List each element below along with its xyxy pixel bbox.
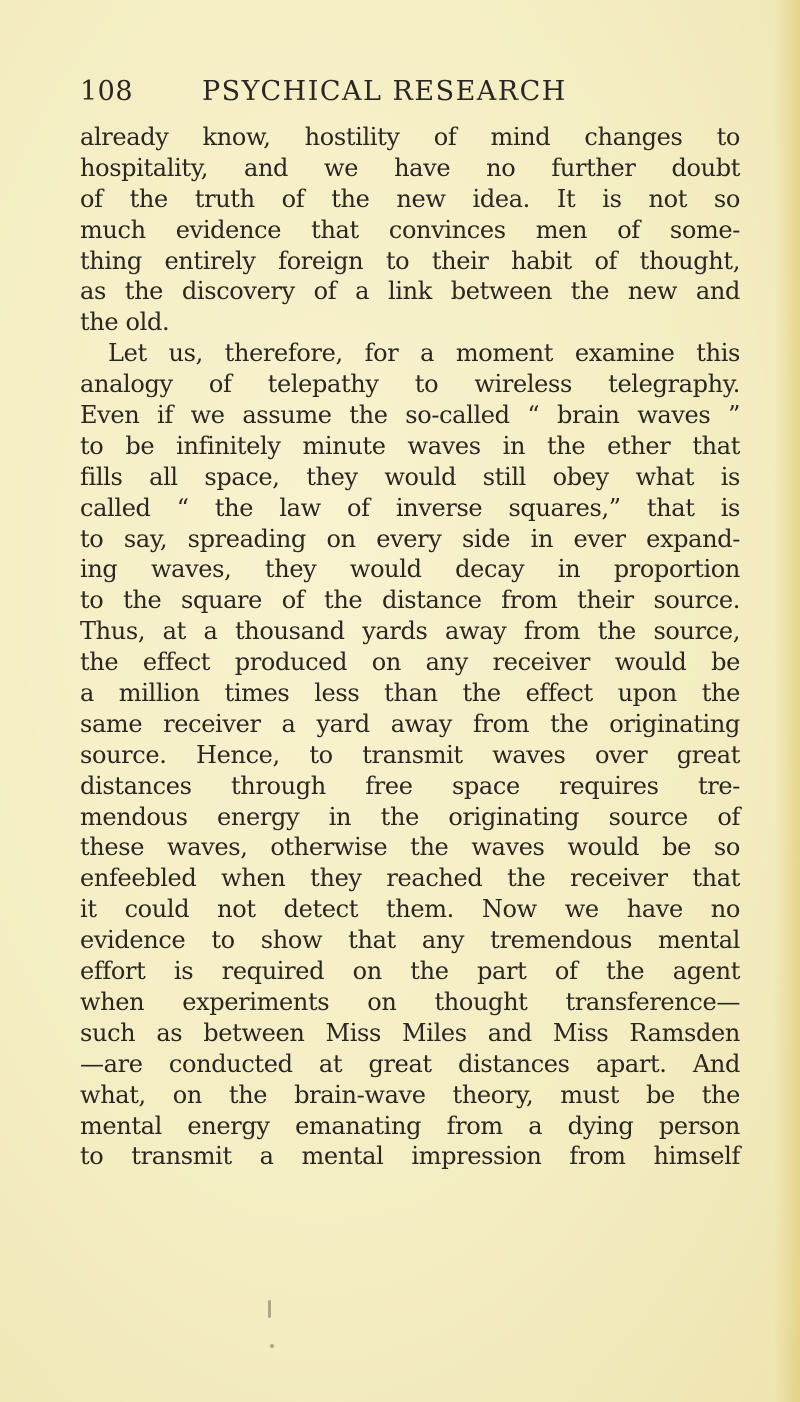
text-line: enfeebled when they reached the receiver that <box>80 864 740 893</box>
text-line: the old. <box>80 308 170 337</box>
paper-speck <box>270 1344 274 1348</box>
text-line: thing entirely foreign to their habit of thought, <box>80 246 740 275</box>
text-line: the effect produced on any receiver would be <box>80 648 740 677</box>
text-line: to transmit a mental impression from himself <box>80 1142 740 1171</box>
text-line: to the square of the distance from their source. <box>80 586 740 615</box>
text-line: fills all space, they would still obey what is <box>80 462 740 491</box>
text-line: source. Hence, to transmit waves over great <box>80 740 740 769</box>
text-line: as the discovery of a link between the new and <box>80 277 740 306</box>
page-header <box>80 76 740 116</box>
page-edge-shading <box>774 0 800 1402</box>
text-line: what, on the brain-wave theory, must be the <box>80 1080 740 1109</box>
text-line: a million times less than the effect upon the <box>80 679 740 708</box>
paper-speck <box>268 1300 271 1318</box>
text-line: such as between Miss Miles and Miss Ramsden <box>80 1018 740 1047</box>
text-line: ing waves, they would decay in proportion <box>80 555 740 584</box>
running-head: PSYCHICAL RESEARCH <box>202 76 567 107</box>
text-line: distances through free space requires tre- <box>80 771 740 800</box>
text-line: called “ the law of inverse squares,” that is <box>80 493 740 522</box>
text-line: these waves, otherwise the waves would be so <box>80 833 740 862</box>
text-line: of the truth of the new idea. It is not so <box>80 184 740 213</box>
text-line: mental energy emanating from a dying person <box>80 1111 740 1140</box>
text-line: Even if we assume the so-called “ brain waves ” <box>80 401 740 430</box>
text-line: evidence to show that any tremendous mental <box>80 926 740 955</box>
text-line: analogy of telepathy to wireless telegraphy. <box>80 370 740 399</box>
body-text <box>80 122 740 1172</box>
text-line: Let us, therefore, for a moment examine this <box>108 339 740 368</box>
text-line: to be infinitely minute waves in the ether that <box>80 431 740 460</box>
text-line: same receiver a yard away from the originating <box>80 709 740 738</box>
text-line: much evidence that convinces men of some- <box>80 215 740 244</box>
text-line: it could not detect them. Now we have no <box>80 895 740 924</box>
text-line: when experiments on thought transference— <box>80 987 740 1016</box>
text-line: already know, hostility of mind changes to <box>80 123 740 151</box>
text-line: Thus, at a thousand yards away from the source, <box>80 617 740 646</box>
text-line: mendous energy in the originating source of <box>80 802 740 831</box>
text-line: hospitality, and we have no further doubt <box>80 153 740 182</box>
text-line: —are conducted at great distances apart. And <box>80 1049 740 1078</box>
page-number: 108 <box>80 76 134 107</box>
text-line: to say, spreading on every side in ever expand- <box>80 524 740 553</box>
text-line: effort is required on the part of the agent <box>80 957 740 986</box>
